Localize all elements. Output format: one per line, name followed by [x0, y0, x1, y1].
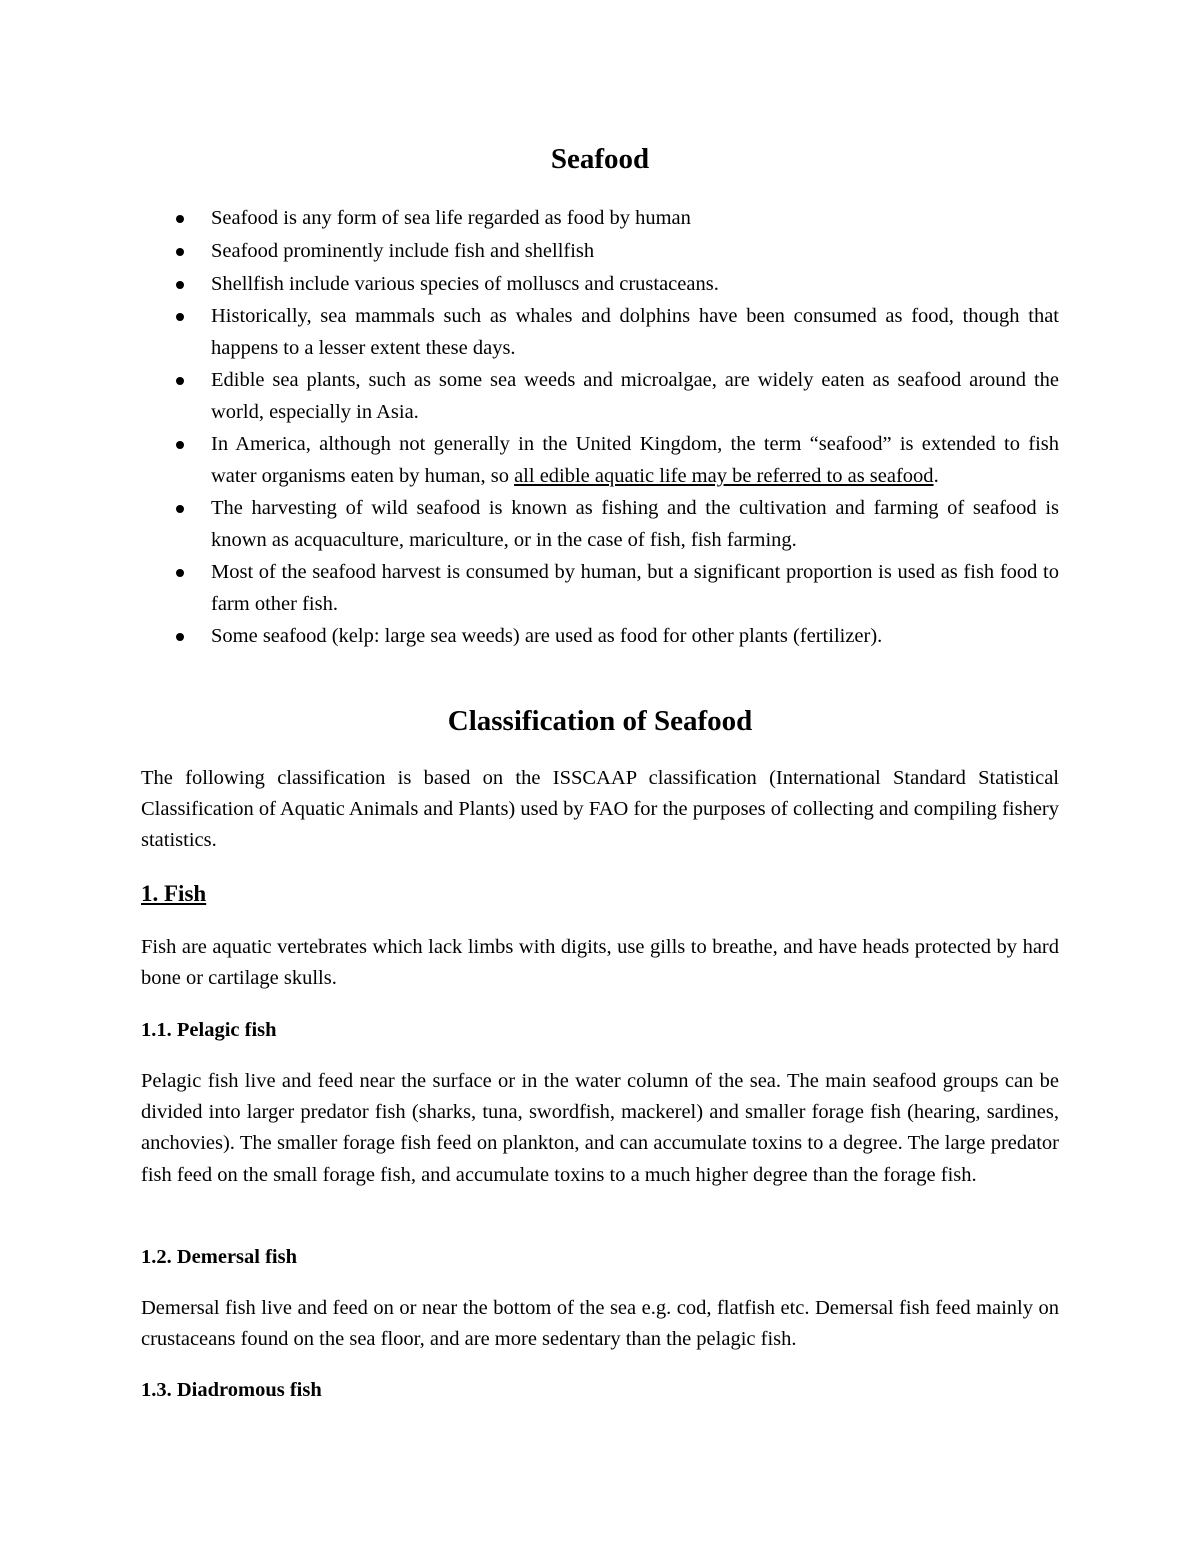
list-item-text: Some seafood (kelp: large sea weeds) are used as food for other plants (fertilizer).	[211, 625, 883, 648]
list-item-text-end: .	[933, 464, 939, 487]
list-item-text: The harvesting of wild seafood is known as fishing and the cultivation and farming of seafood is known as acquaculture, mariculture, or in the case of fish, fish farming.	[211, 497, 1059, 551]
list-item	[141, 301, 1059, 363]
list-item-text: Most of the seafood harvest is consumed by human, but a significant proportion is used as fish food to farm other fish.	[211, 561, 1059, 615]
list-item-text: Historically, sea mammals such as whales and dolphins have been consumed as food, though that happens to a lesser extent these days.	[211, 305, 1059, 359]
demersal-paragraph: Demersal fish live and feed on or near the bottom of the sea e.g. cod, flatfish etc. Demersal fish feed mainly on crustaceans found on the sea floor, and are more sedentary than the pelagic fish.	[141, 1297, 1059, 1351]
fish-heading: 1. Fish	[141, 881, 207, 906]
bullet-icon	[176, 281, 184, 289]
list-item	[141, 365, 1059, 427]
list-item	[141, 236, 1059, 267]
bullet-icon	[176, 313, 184, 321]
list-item	[141, 429, 1059, 491]
list-item-text: Shellfish include various species of molluscs and crustaceans.	[211, 272, 719, 295]
list-item	[141, 621, 1059, 652]
bullet-icon	[176, 215, 184, 223]
list-item-text: Seafood prominently include fish and shellfish	[211, 239, 595, 262]
bullet-list	[141, 203, 1059, 654]
demersal-heading: 1.2. Demersal fish	[141, 1246, 298, 1268]
list-item	[141, 203, 1059, 234]
bullet-icon	[176, 441, 184, 449]
list-item-text: In America, although not generally in the United Kingdom, the term “seafood” is extended to fish water organisms eaten by human, so	[211, 433, 1059, 487]
bullet-icon	[176, 569, 184, 577]
bullet-icon	[176, 248, 184, 256]
list-item	[141, 493, 1059, 555]
list-item	[141, 269, 1059, 300]
bullet-icon	[176, 377, 184, 385]
classification-intro: The following classification is based on the ISSCAAP classification (International Standard Statistical Classification of Aquatic Animals and Plants) used by FAO for the purposes of collecting and compiling fishery statistics.	[141, 767, 1059, 852]
list-item-text: Seafood is any form of sea life regarded as food by human	[211, 207, 691, 229]
list-item	[141, 557, 1059, 619]
document-title: Seafood	[550, 143, 650, 175]
fish-paragraph: Fish are aquatic vertebrates which lack limbs with digits, use gills to breathe, and have heads protected by hard bone or cartilage skulls.	[141, 936, 1059, 990]
list-item-text: Edible sea plants, such as some sea weeds and microalgae, are widely eaten as seafood around the world, especially in Asia.	[211, 369, 1059, 423]
bullet-icon	[176, 505, 184, 513]
underlined-text: all edible aquatic life may be referred to as seafood	[514, 464, 934, 487]
bullet-icon	[176, 633, 184, 641]
classification-title: Classification of Seafood	[447, 705, 753, 737]
diadromous-heading: 1.3. Diadromous fish	[141, 1379, 322, 1401]
pelagic-heading: 1.1. Pelagic fish	[141, 1019, 277, 1041]
pelagic-paragraph: Pelagic fish live and feed near the surface or in the water column of the sea. The main seafood groups can be divided into larger predator fish (sharks, tuna, swordfish, mackerel) and smaller forage fish (hearing, sardines, anchovies). The smaller forage fish feed on plankton, and can accumulate toxins to a degree. The large predator fish feed on the small forage fish, and accumulate toxins to a much higher degree than the forage fish.	[141, 1070, 1059, 1186]
